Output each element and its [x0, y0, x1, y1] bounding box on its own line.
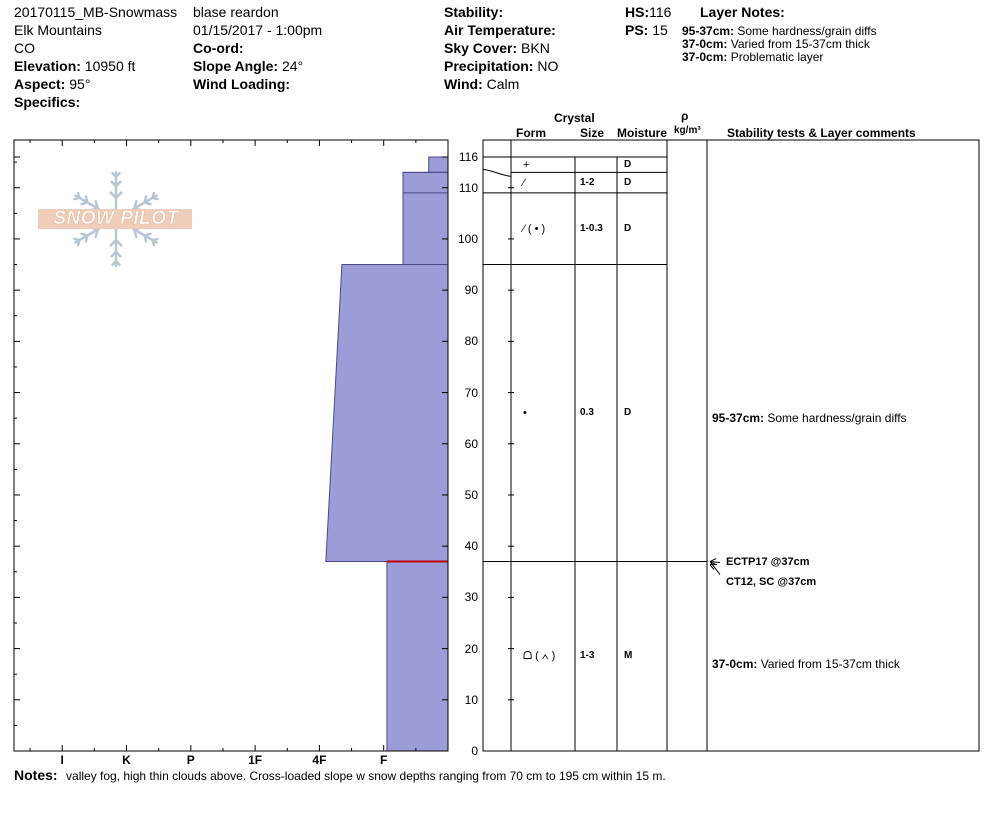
moisture: M: [624, 650, 633, 662]
stability-test: CT12, SC @37cm: [726, 575, 817, 588]
state: CO: [14, 40, 35, 56]
y-tick-label: 110: [458, 180, 478, 195]
layer-comment: [712, 411, 907, 425]
crystal-size: 1-3: [580, 650, 595, 662]
density-unit: kg/m³: [674, 125, 701, 136]
ps-value: 15: [652, 22, 668, 38]
hardness-layer: [429, 157, 448, 172]
layer-note: 37-0cm: Problematic layer: [682, 50, 824, 64]
moisture: D: [624, 158, 632, 170]
layer-connector: [483, 169, 511, 176]
notes-label: Notes:: [14, 767, 58, 783]
crystal-form: ⁄: [523, 176, 525, 189]
slope-angle-value: 24°: [281, 58, 304, 74]
hardness-label: 1F: [248, 753, 263, 767]
hs-value: 116: [649, 4, 672, 20]
notes-text: valley fog, high thin clouds above. Cross-loaded slope w snow depths ranging from 70 cm to 195 cm within 15 m.: [66, 769, 666, 783]
stability-label: Stability:: [444, 4, 504, 20]
hardness-layer: [387, 562, 448, 751]
y-tick-label: 30: [464, 590, 478, 605]
layer-comment-range: 95-37cm:: [712, 411, 765, 426]
hardness-label: P: [186, 753, 195, 767]
coord-label: Co-ord:: [193, 40, 244, 56]
crystal-form: +: [523, 158, 530, 171]
crystal-form: •: [523, 407, 527, 420]
hardness-label: I: [60, 753, 64, 767]
mountain-range: Elk Mountains: [14, 22, 102, 38]
hardness-label: K: [122, 753, 131, 767]
crystal-form: ⁄ ( • ): [523, 222, 546, 235]
elevation-value: 10950 ft: [84, 58, 136, 74]
hardness-label: 4F: [312, 753, 327, 767]
comments-header: Stability tests & Layer comments: [727, 126, 916, 140]
layer-comment: [712, 657, 900, 671]
hardness-layer: [326, 265, 448, 562]
size-header: Size: [580, 126, 605, 140]
y-tick-label: 50: [464, 487, 478, 502]
y-tick-label: 80: [464, 334, 478, 349]
hardness-profile: [326, 157, 448, 751]
precipitation-label: Precipitation:: [444, 58, 534, 74]
y-tick-label: 60: [464, 436, 478, 451]
precipitation-value: NO: [537, 58, 559, 74]
crystal-size: 1-0.3: [580, 222, 603, 234]
observer-name: blase reardon: [193, 4, 279, 20]
y-tick-label: 100: [457, 231, 478, 246]
crystal-header: Crystal: [554, 111, 595, 125]
layer-comment-text: Varied from 15-37cm thick: [757, 656, 900, 671]
wind-label: Wind:: [444, 76, 483, 92]
layer-lines: [483, 157, 707, 562]
y-tick-label: 70: [464, 385, 478, 400]
y-tick-label: 40: [464, 539, 478, 554]
moisture: D: [624, 407, 632, 419]
crystal-size: 1-2: [580, 176, 595, 188]
air-temp-label: Air Temperature:: [444, 22, 556, 38]
y-tick-label: 10: [464, 692, 478, 707]
notes: [14, 767, 666, 785]
aspect-label: Aspect:: [14, 76, 66, 92]
moisture-header: Moisture: [617, 126, 668, 140]
layer-notes-label: Layer Notes:: [700, 4, 785, 20]
hardness-label: F: [380, 753, 388, 767]
hs-label: HS:: [625, 4, 650, 20]
layer-comment-text: Some hardness/grain diffs: [764, 411, 907, 426]
hardness-layer: [403, 172, 448, 264]
specifics-label: Specifics:: [14, 94, 81, 110]
crystal-form: ᗝ ( ∧ ): [523, 650, 556, 663]
y-tick-label: 20: [464, 641, 478, 656]
aspect-value: 95°: [69, 76, 91, 92]
moisture: D: [624, 222, 632, 234]
sky-cover-value: BKN: [521, 40, 550, 56]
moisture: D: [624, 176, 632, 188]
y-tick-label: 90: [464, 283, 478, 298]
form-header: Form: [516, 126, 546, 140]
y-tick-label: 116: [458, 150, 478, 164]
ps-label: PS:: [625, 22, 649, 38]
layer-note: 37-0cm: Varied from 15-37cm thick: [682, 37, 870, 51]
observation-datetime: 01/15/2017 - 1:00pm: [193, 22, 323, 38]
wind-value: Calm: [486, 76, 520, 92]
stability-test: ECTP17 @37cm: [726, 555, 810, 568]
slope-angle-label: Slope Angle:: [193, 58, 279, 74]
layer-note: 95-37cm: Some hardness/grain diffs: [682, 24, 877, 38]
station-name: 20170115_MB-Snowmass: [14, 4, 178, 20]
y-tick-label: 0: [471, 744, 478, 758]
crystal-size: 0.3: [580, 407, 594, 419]
wind-loading-label: Wind Loading:: [193, 76, 291, 92]
density-symbol: ρ: [681, 109, 689, 123]
sky-cover-label: Sky Cover:: [444, 40, 518, 56]
elevation-label: Elevation:: [14, 58, 81, 74]
layer-comment-range: 37-0cm:: [712, 656, 758, 671]
logo-text: SNOW PILOT: [53, 208, 179, 229]
